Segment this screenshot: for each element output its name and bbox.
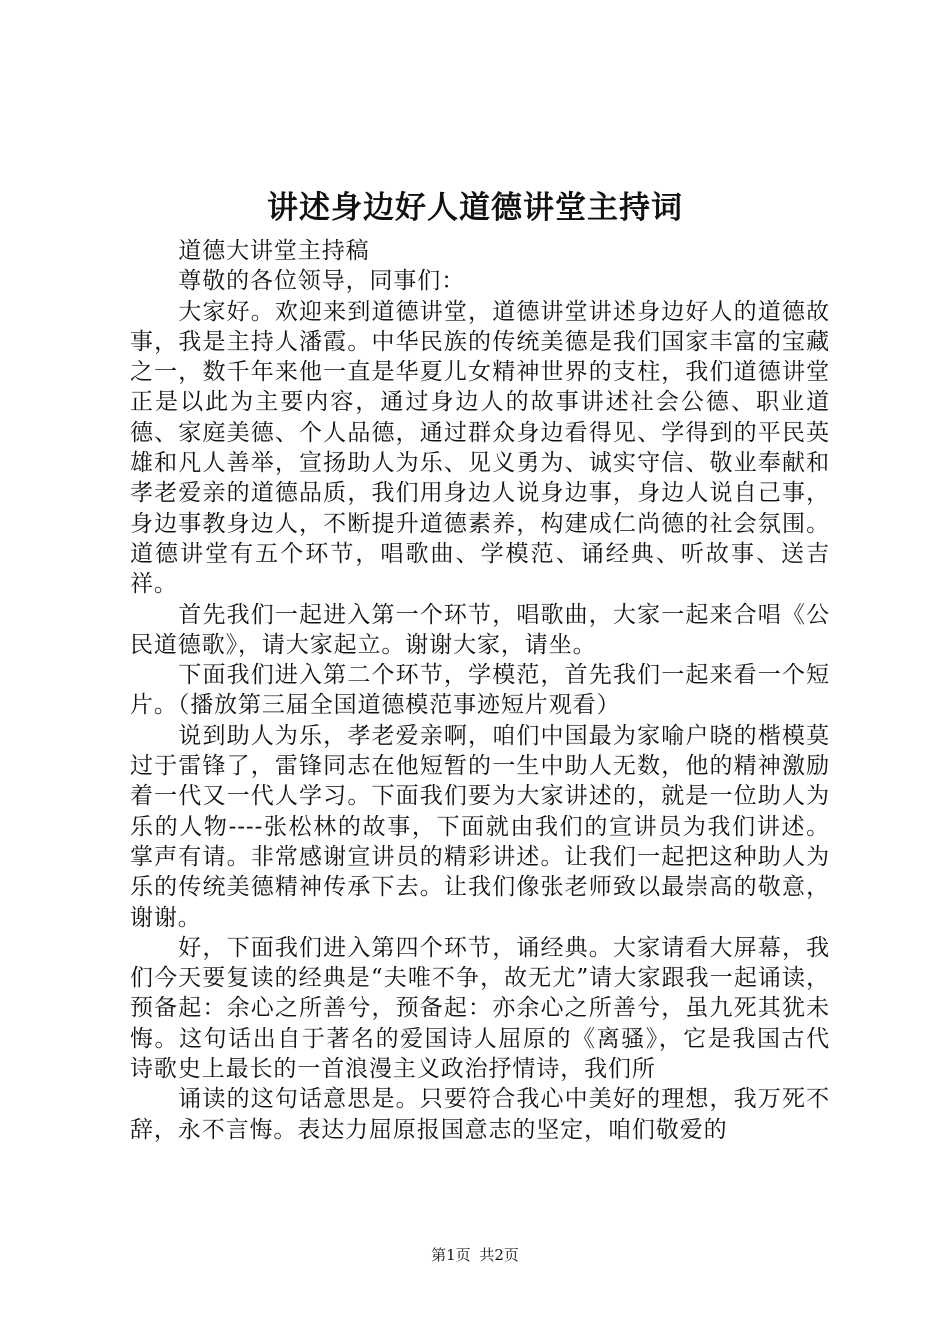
paragraph-salutation: 尊敬的各位领导，同事们： xyxy=(178,268,466,295)
paragraph: 首先我们一起进入第一个环节，唱歌曲，大家一起来合唱《公民道德歌》，请大家起立。谢谢大家，请坐。 xyxy=(130,601,830,658)
page-total: 共2页 xyxy=(479,1246,519,1264)
paragraph: 好，下面我们进入第四个环节，诵经典。大家请看大屏幕，我们今天要复读的经典是“夫唯不争，故无尤”请大家跟我一起诵读，预备起：余心之所善兮，预备起：亦余心之所善兮，虽九死其犹未悔。这句话出自于著名的爱国诗人屈原的《离骚》，它是我国古代诗歌史上最长的一首浪漫主义政治抒情诗，我们所 xyxy=(130,934,830,1083)
paragraph-subtitle: 道德大讲堂主持稿 xyxy=(178,238,370,264)
paragraph: 说到助人为乐，孝老爱亲啊，咱们中国最为家喻户晓的楷模莫过于雷锋了，雷锋同志在他短暂的一生中助人无数，他的精神激励着一代又一代人学习。下面我们要为大家讲述的，就是一位助人为乐的人物----张松林的故事，下面就由我们的宣讲员为我们讲述。掌声有请。非常感谢宣讲员的精彩讲述。让我们一起把这种助人为乐的传统美德精神传承下去。让我们像张老师致以最崇高的敬意，谢谢。 xyxy=(130,722,830,931)
paragraph: 大家好。欢迎来到道德讲堂，道德讲堂讲述身边好人的道德故事，我是主持人潘霞。中华民族的传统美德是我们国家丰富的宝藏之一，数千年来他一直是华夏儿女精神世界的支柱，我们道德讲堂正是以此为主要内容，通过身边人的故事讲述社会公德、职业道德、家庭美德、个人品德，通过群众身边看得见、学得到的平民英雄和凡人善举，宣扬助人为乐、见义勇为、诚实守信、敬业奉献和孝老爱亲的道德品质，我们用身边人说身边事，身边人说自己事，身边事教身边人，不断提升道德素养，构建成仁尚德的社会氛围。道德讲堂有五个环节，唱歌曲、学模范、诵经典、听故事、送吉祥。 xyxy=(130,298,830,598)
document-body xyxy=(130,236,830,1145)
paragraph: 下面我们进入第二个环节，学模范，首先我们一起来看一个短片。（播放第三届全国道德模范事迹短片观看） xyxy=(130,662,830,719)
document-title: 讲述身边好人道德讲堂主持词 xyxy=(267,190,683,226)
page-footer xyxy=(0,1245,950,1265)
page-number: 第1页 xyxy=(431,1246,471,1264)
paragraph: 诵读的这句话意思是。只要符合我心中美好的理想，我万死不辞，永不言悔。表达力屈原报国意志的坚定，咱们敬爱的 xyxy=(130,1086,830,1143)
